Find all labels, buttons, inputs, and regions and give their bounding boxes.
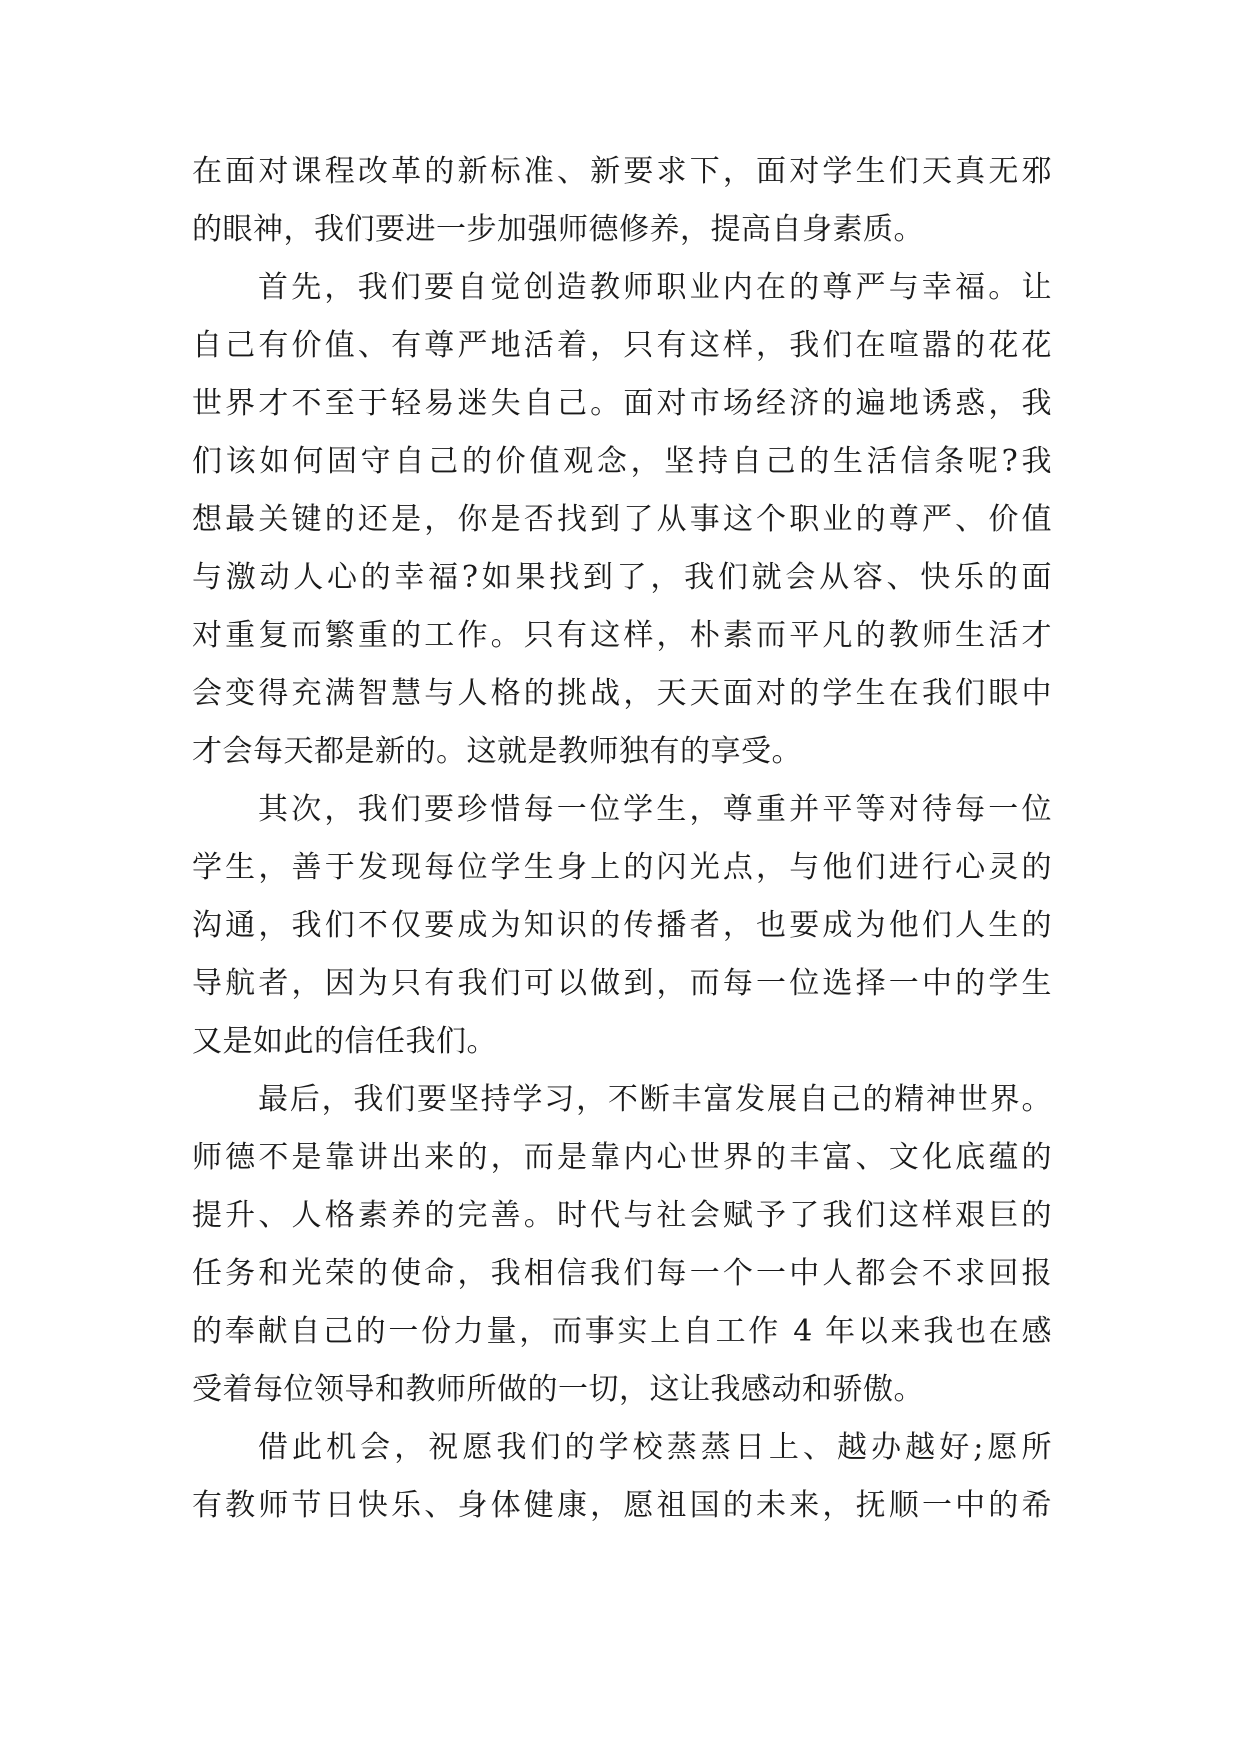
- text-line: 任务和光荣的使命，我相信我们每一个一中人都会不求回报: [192, 1256, 1052, 1291]
- text-line: 的眼神，我们要进一步加强师德修养，提高自身素质。: [192, 212, 924, 247]
- text-line: 才会每天都是新的。这就是教师独有的享受。: [192, 734, 802, 769]
- paragraph-first-line: 借此机会，祝愿我们的学校蒸蒸日上、越办越好;愿所: [258, 1430, 1052, 1465]
- text-line: 沟通，我们不仅要成为知识的传播者，也要成为他们人生的: [192, 908, 1052, 943]
- text-line: 有教师节日快乐、身体健康，愿祖国的未来，抚顺一中的希: [192, 1488, 1052, 1523]
- text-line: 想最关键的还是，你是否找到了从事这个职业的尊严、价值: [192, 502, 1052, 537]
- text-line: 提升、人格素养的完善。时代与社会赋予了我们这样艰巨的: [192, 1198, 1052, 1233]
- text-line: 的奉献自己的一份力量，而事实上自工作 4 年以来我也在感: [192, 1314, 1052, 1349]
- text-line: 受着每位领导和教师所做的一切，这让我感动和骄傲。: [192, 1372, 924, 1407]
- text-line: 与激动人心的幸福?如果找到了，我们就会从容、快乐的面: [192, 560, 1052, 595]
- text-line: 又是如此的信任我们。: [192, 1024, 497, 1059]
- paragraph-first-line: 其次，我们要珍惜每一位学生，尊重并平等对待每一位: [258, 792, 1052, 827]
- text-line: 们该如何固守自己的价值观念，坚持自己的生活信条呢?我: [192, 444, 1052, 479]
- text-line: 自己有价值、有尊严地活着，只有这样，我们在喧嚣的花花: [192, 328, 1052, 363]
- text-line: 对重复而繁重的工作。只有这样，朴素而平凡的教师生活才: [192, 618, 1052, 653]
- text-line: 导航者，因为只有我们可以做到，而每一位选择一中的学生: [192, 966, 1052, 1001]
- text-line: 在面对课程改革的新标准、新要求下，面对学生们天真无邪: [192, 154, 1052, 189]
- paragraph-first-line: 最后，我们要坚持学习，不断丰富发展自己的精神世界。: [258, 1082, 1052, 1117]
- text-line: 世界才不至于轻易迷失自己。面对市场经济的遍地诱惑，我: [192, 386, 1052, 421]
- text-line: 会变得充满智慧与人格的挑战，天天面对的学生在我们眼中: [192, 676, 1052, 711]
- paragraph-first-line: 首先，我们要自觉创造教师职业内在的尊严与幸福。让: [258, 270, 1052, 305]
- text-line: 学生，善于发现每位学生身上的闪光点，与他们进行心灵的: [192, 850, 1052, 885]
- text-line: 师德不是靠讲出来的，而是靠内心世界的丰富、文化底蕴的: [192, 1140, 1052, 1175]
